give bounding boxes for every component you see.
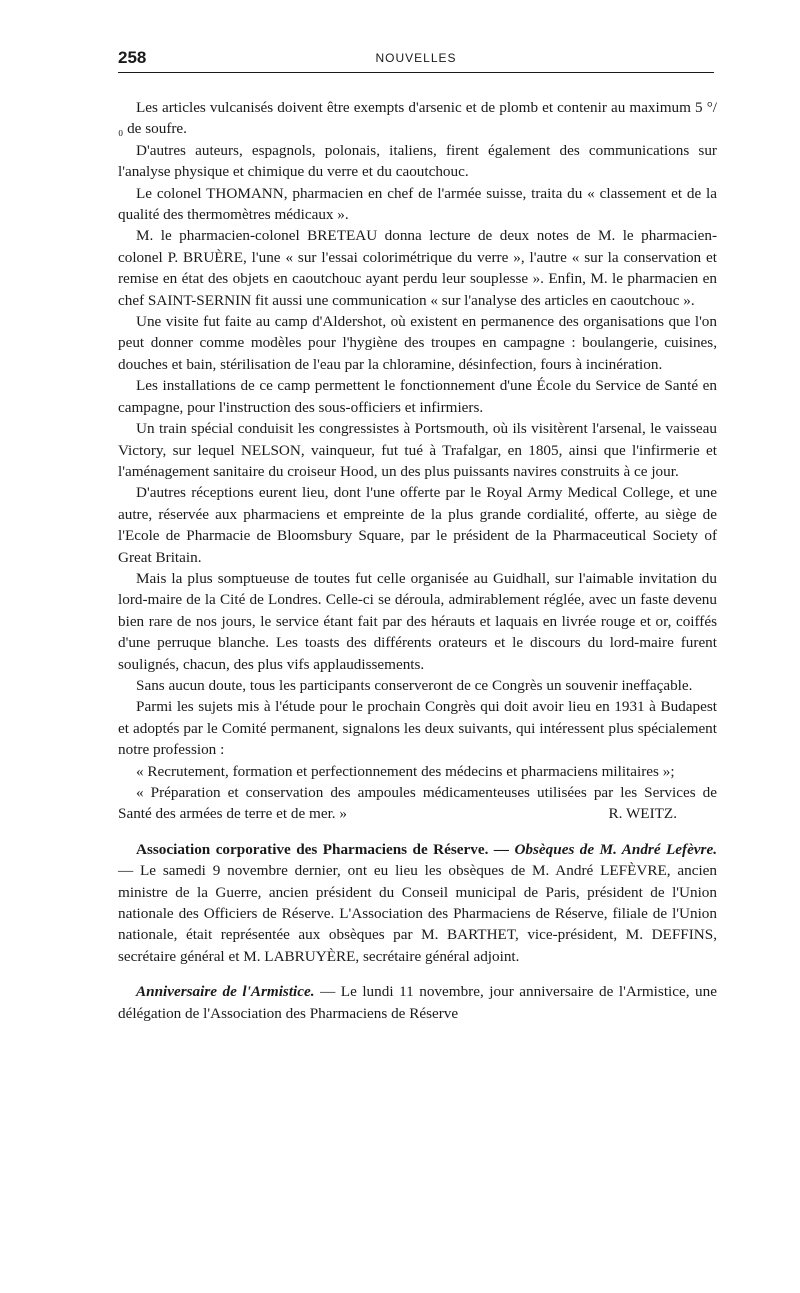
page-header [118,44,714,73]
news-item-reserve-pharmacists [118,839,717,967]
body-text [118,97,717,1024]
paragraph: Les installations de ce camp permettent le fonctionnement d'une École du Service de Santé en campagne, pour l'instruction des sous-officiers et infirmiers. [118,377,717,416]
page-number: 258 [118,48,147,67]
paragraph: Une visite fut faite au camp d'Aldershot, où existent en permanence des organisations que l'on peut donner comme modèles pour l'hygiène des troupes en campagne : boulangerie, cuisines, douches et bain, stérilisation de l'eau par la chloramine, désinfection, fours à incinération. [118,313,717,373]
paragraph: Un train spécial conduisit les congressistes à Portsmouth, où ils visitèrent l'arsenal, le vaisseau Victory, sur lequel NELSON, vainqueur, fut tué à Trafalgar, en 1805, ainsi que l'infirmerie et l'aménagement sanitaire du croiseur Hood, un des plus puissants navires construits à ce jour. [118,420,717,480]
paragraph: Le colonel THOMANN, pharmacien en chef de l'armée suisse, traita du « classement et de la qualité des thermomètres médicaux ». [118,184,717,224]
paragraph: D'autres auteurs, espagnols, polonais, italiens, firent également des communications sur l'analyse physique et chimique du verre et du caoutchouc. [118,141,717,181]
paragraph: Sans aucun doute, tous les participants conserveront de ce Congrès un souvenir ineffaçable. [136,676,693,694]
news-item-text: — Le samedi 9 novembre dernier, ont eu lieu les obsèques de M. André LEFÈVRE, ancien ministre de la Guerre, ancien président du Conseil municipal de Paris, président de l'Union nationale des Officiers de Réserve. L'Association des Pharmaciens de Réserve, filiale de l'Union nationale, était représentée aux obsèques par M. BARTHET, vice-président, M. DEFFINS, secrétaire général et M. LABRUYÈRE, secrétaire général adjoint. [118,862,717,965]
news-item-text: — Le lundi 11 novembre, jour anniversaire de l'Armistice, une délégation de l'Association des Pharmaciens de Réserve [118,983,717,1022]
news-item-subtitle: — Obsèques de M. André Lefèvre. [493,840,717,858]
news-item-armistice [118,981,717,1024]
author-signature: R. WEITZ. [608,805,677,823]
paragraph-with-signature [118,782,717,825]
running-title: NOUVELLES [375,51,457,65]
paragraph: Parmi les sujets mis à l'étude pour le prochain Congrès qui doit avoir lieu en 1931 à Budapest et adoptés par le Comité permanent, signalons les deux suivants, qui intéressent plus spécialement notre profession : [118,698,717,759]
paragraph: Mais la plus somptueuse de toutes fut celle organisée au Guidhall, sur l'aimable invitation du lord-maire de la Cité de Londres. Celle-ci se déroula, admirablement réglée, avec un faste devenu bien rare de nos jours, le service étant fait par des hérauts et laquais en livrée rouge et or, coiffés d'une perruque blanche. Les toasts des différents orateurs et le discours du lord-maire furent soulignés, chacun, des plus vifs applaudissements. [118,569,717,673]
news-item-title: Association corporative des Pharmaciens de Réserve. [136,840,489,858]
paragraph: D'autres réceptions eurent lieu, dont l'une offerte par le Royal Army Medical College, et une autre, réservée aux pharmaciens et empreinte de la plus grande cordialité, offerte, au siège de l'Ecole de Pharmacie de Bloomsbury Square, par le président de la Pharmaceutical Society of Great Britain. [118,484,717,566]
paragraph: « Recrutement, formation et perfectionnement des médecins et pharmaciens militaires »; [136,762,675,780]
news-item-title: Anniversaire de l'Armistice. [136,983,315,1001]
paragraph: Les articles vulcanisés doivent être exempts d'arsenic et de plomb et contenir au maximum 5 °/₀ de soufre. [118,99,717,138]
paragraph: M. le pharmacien-colonel BRETEAU donna lecture de deux notes de M. le pharmacien-colonel P. BRUÈRE, l'une « sur l'essai colorimétrique du verre », l'autre « sur la conservation et remise en état des objets en caoutchouc ayant perdu leur souplesse ». Enfin, M. le pharmacien en chef SAINT-SERNIN fit aussi une communication « sur l'analyse des articles en caoutchouc ». [118,227,717,309]
paragraph-text: « Préparation et conservation des ampoules médicamenteuses utilisées par les Services de Santé des armées de terre et de mer. » [118,784,717,823]
